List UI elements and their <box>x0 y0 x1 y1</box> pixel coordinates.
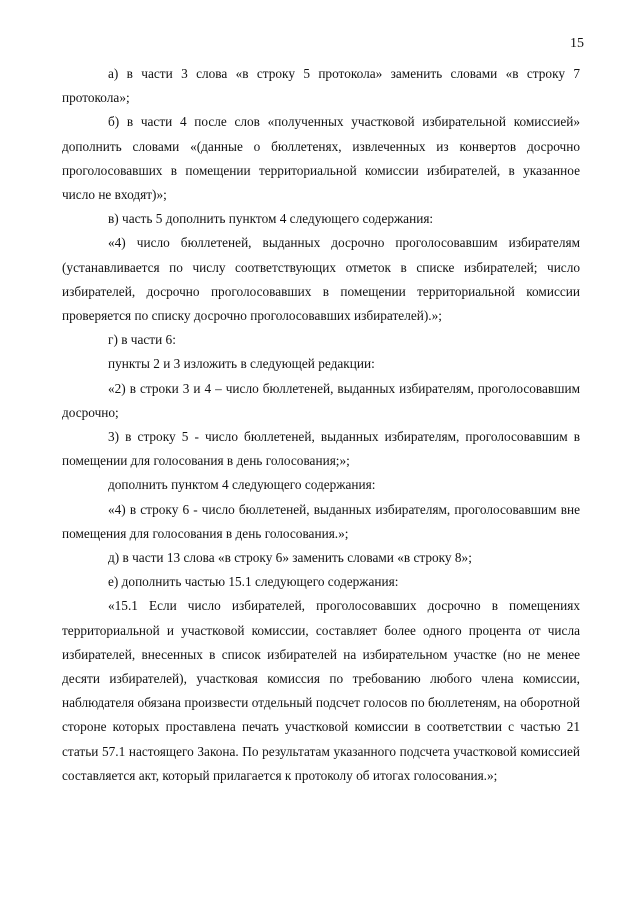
page-number: 15 <box>570 36 584 51</box>
paragraph-g-item-3: 3) в строку 5 - число бюллетеней, выданных избирателям, проголосовавшим в помещении для голосования в день голосования;»; <box>62 429 580 469</box>
paragraph-b: б) в части 4 после слов «полученных участковой избирательной комиссией» дополнить словами «(данные о бюллетенях, извлеченных из конвертов досрочно проголосовавших в помещении территориальной комиссии избирателей, в указанное число не входят)»; <box>62 114 580 203</box>
paragraph-v-item-4: «4) число бюллетеней, выданных досрочно проголосовавшим избирателям (устанавливается по числу соответствующих отметок в списке избирателей; число избирателей, досрочно проголосовавших в помещении территориальной комиссии проверяется по списку досрочно проголосовавших избирателей).»; <box>62 235 580 324</box>
paragraph-d: д) в части 13 слова «в строку 6» заменить словами «в строку 8»; <box>108 550 472 566</box>
paragraph-e-part-15-1: «15.1 Если число избирателей, проголосовавших досрочно в помещениях территориальной и участковой комиссии, составляет более одного процента от числа избирателей, внесенных в список избирателей на избирательном участке (но не менее десяти избирателей), участковая комиссия по требованию любого члена комиссии, наблюдателя обязана произвести отдельный подсчет голосов по бюллетеням, на оборотной стороне которых проставлена печать участковой комиссии в соответствии с частью 21 статьи 57.1 настоящего Закона. По результатам указанного подсчета участковой комиссией составляется акт, который прилагается к протоколу об итогах голосования.»; <box>62 598 580 783</box>
document-body <box>62 62 580 788</box>
paragraph-a: а) в части 3 слова «в строку 5 протокола» заменить словами «в строку 7 протокола»; <box>62 66 580 106</box>
paragraph-g-item-4: «4) в строку 6 - число бюллетеней, выданных избирателям, проголосовавшим вне помещения для голосования в день голосования.»; <box>62 501 580 541</box>
paragraph-g-intro: пункты 2 и 3 изложить в следующей редакции: <box>108 356 375 372</box>
paragraph-g-item-2: «2) в строки 3 и 4 – число бюллетеней, выданных избирателям, проголосовавшим досрочно; <box>62 380 580 420</box>
paragraph-e: е) дополнить частью 15.1 следующего содержания: <box>108 574 399 590</box>
paragraph-v: в) часть 5 дополнить пунктом 4 следующего содержания: <box>108 211 434 227</box>
paragraph-g-add: дополнить пунктом 4 следующего содержания: <box>108 477 376 493</box>
paragraph-g: г) в части 6: <box>108 332 176 348</box>
